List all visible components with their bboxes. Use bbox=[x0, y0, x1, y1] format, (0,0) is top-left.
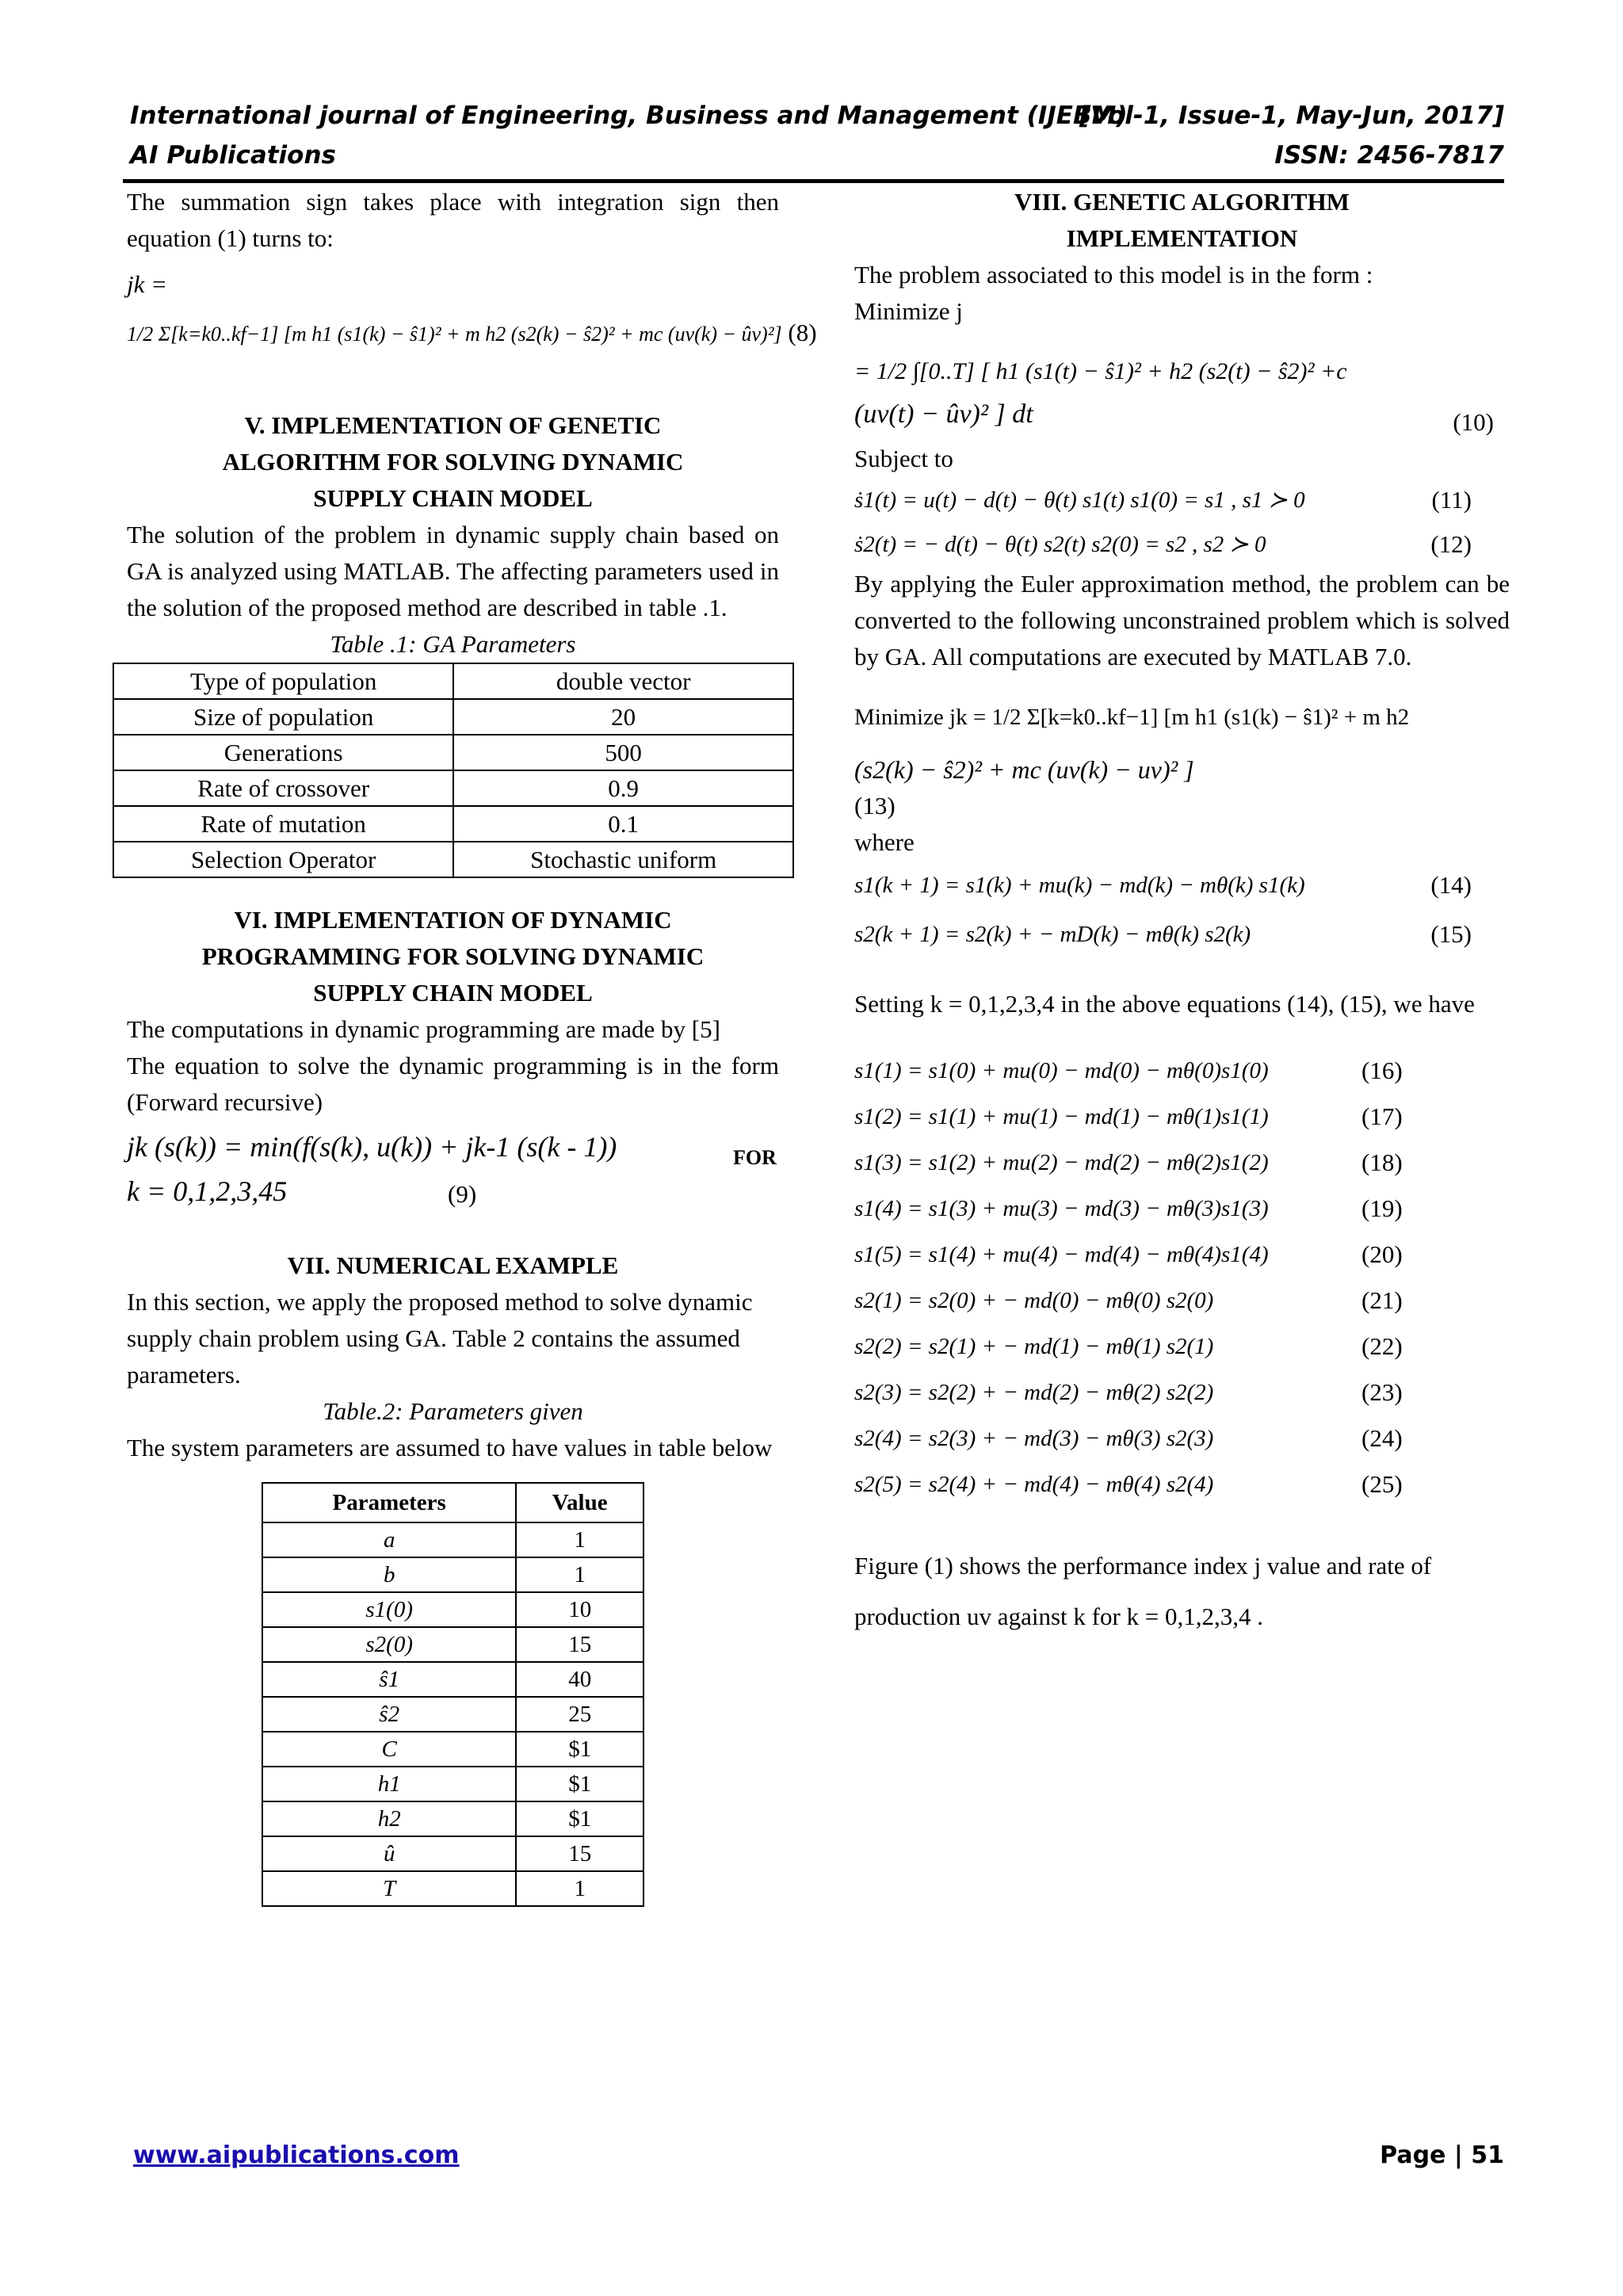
eq10-line2: (uv(t) − ûv)² ] dt bbox=[854, 399, 1033, 429]
equation-row bbox=[854, 1463, 1510, 1509]
eq15-number: (15) bbox=[1430, 920, 1472, 948]
parameter-symbol-cell: C bbox=[262, 1732, 516, 1767]
eq8-lhs: jk = bbox=[127, 270, 168, 298]
where-label: where bbox=[854, 828, 915, 856]
table-row bbox=[113, 770, 793, 806]
eq9-for: FOR bbox=[733, 1146, 777, 1169]
eq9-line1: jk (s(k)) = min(f(s(k), u(k)) + jk-1 (s(k - 1)) bbox=[127, 1131, 617, 1163]
parameter-name-cell: Type of population bbox=[113, 663, 453, 699]
parameter-name-cell: Selection Operator bbox=[113, 842, 453, 877]
section5-heading: V. IMPLEMENTATION OF GENETIC ALGORITHM FOR SOLVING DYNAMIC SUPPLY CHAIN MODEL bbox=[222, 411, 684, 512]
parameter-name-cell: Size of population bbox=[113, 699, 453, 735]
equation-number: (24) bbox=[1361, 1424, 1403, 1452]
equation-row bbox=[854, 1233, 1510, 1279]
parameter-symbol-cell: ŝ1 bbox=[262, 1662, 516, 1697]
table-row bbox=[113, 806, 793, 842]
eq11: ṡ1(t) = u(t) − d(t) − θ(t) s1(t) s1(0) = s1 , s1 ≻ 0 bbox=[854, 487, 1305, 513]
equation: s2(4) = s2(3) + − md(3) − mθ(3) s2(3) bbox=[854, 1426, 1214, 1451]
eq12: ṡ2(t) = − d(t) − θ(t) s2(t) s2(0) = s2 , s2 ≻ 0 bbox=[854, 532, 1266, 557]
parameter-name-cell: Rate of crossover bbox=[113, 770, 453, 806]
website-link[interactable]: www.aipublications.com bbox=[133, 2141, 460, 2169]
table-row bbox=[262, 1557, 643, 1592]
eq15: s2(k + 1) = s2(k) + − mD(k) − mθ(k) s2(k) bbox=[854, 922, 1251, 947]
eq8-body: 1/2 Σ[k=k0..kf−1] [m h1 (s1(k) − ŝ1)² + m h2 (s2(k) − ŝ2)² + mc (uv(k) − ûv)²] bbox=[127, 323, 782, 346]
section6-text2: The equation to solve the dynamic programming is in the form (Forward recursive) bbox=[127, 1052, 779, 1116]
equation-number: (23) bbox=[1361, 1378, 1403, 1406]
table1-caption: Table .1: GA Parameters bbox=[330, 630, 576, 658]
parameter-symbol-cell: s1(0) bbox=[262, 1592, 516, 1627]
equation-list bbox=[854, 1049, 1510, 1509]
eq12-row bbox=[854, 521, 1510, 566]
minimize-j: Minimize j bbox=[854, 297, 963, 325]
table-row bbox=[262, 1871, 643, 1906]
parameter-symbol-cell: s2(0) bbox=[262, 1627, 516, 1662]
equation-row bbox=[854, 1371, 1510, 1417]
table-row bbox=[262, 1697, 643, 1732]
equation-number: (16) bbox=[1361, 1056, 1403, 1084]
section6-heading: VI. IMPLEMENTATION OF DYNAMIC PROGRAMMING FOR SOLVING DYNAMIC SUPPLY CHAIN MODEL bbox=[201, 906, 705, 1007]
eq14-row bbox=[854, 861, 1510, 910]
equation-number: (25) bbox=[1361, 1470, 1403, 1498]
eq13-line2: (s2(k) − ŝ2)² + mc (uv(k) − uv)² ] bbox=[854, 755, 1194, 784]
equation: s1(2) = s1(1) + mu(1) − md(1) − mθ(1)s1(1) bbox=[854, 1104, 1269, 1129]
eq11-number: (11) bbox=[1431, 486, 1472, 514]
equation-row bbox=[854, 1325, 1510, 1371]
section7-text: In this section, we apply the proposed method to solve dynamic supply chain problem using GA. Table 2 contains the assumed parameters. bbox=[127, 1288, 753, 1389]
right-text2: By applying the Euler approximation method, the problem can be converted to the following unconstrained problem which is solved by GA. All computations are executed by MATLAB 7.0. bbox=[854, 570, 1510, 670]
table2-intro: The system parameters are assumed to have values in table below bbox=[127, 1434, 773, 1461]
ga-parameters-table bbox=[113, 663, 794, 878]
equation-row bbox=[854, 1141, 1510, 1187]
left-column bbox=[127, 184, 817, 1907]
journal-title: International journal of Engineering, Business and Management (IJEBM) bbox=[130, 101, 1128, 130]
equation-number: (17) bbox=[1361, 1102, 1403, 1130]
table-row bbox=[262, 1662, 643, 1697]
intro-text: The summation sign takes place with integration sign then equation (1) turns to: bbox=[127, 188, 779, 252]
equation-number: (19) bbox=[1361, 1194, 1403, 1222]
parameter-value-cell: $1 bbox=[516, 1767, 643, 1801]
parameter-value-cell: Stochastic uniform bbox=[453, 842, 793, 877]
equation-number: (20) bbox=[1361, 1240, 1403, 1268]
parameter-value-cell: double vector bbox=[453, 663, 793, 699]
parameter-symbol-cell: T bbox=[262, 1871, 516, 1906]
parameter-value-cell: 500 bbox=[453, 735, 793, 770]
parameter-value-cell: 1 bbox=[516, 1871, 643, 1906]
eq10-line2-row bbox=[854, 390, 1510, 441]
right-text4: Figure (1) shows the performance index j value and rate of production uv against k for k = 0,1,2,3,4 . bbox=[854, 1552, 1432, 1630]
table-row bbox=[262, 1627, 643, 1662]
equation: s1(3) = s1(2) + mu(2) − md(2) − mθ(2)s1(2) bbox=[854, 1150, 1269, 1175]
equation: s1(1) = s1(0) + mu(0) − md(0) − mθ(0)s1(0) bbox=[854, 1058, 1269, 1083]
eq8-number: (8) bbox=[788, 319, 817, 346]
eq8 bbox=[127, 309, 817, 385]
parameter-value-cell: 1 bbox=[516, 1522, 643, 1557]
eq11-row bbox=[854, 477, 1510, 521]
eq14: s1(k + 1) = s1(k) + mu(k) − md(k) − mθ(k) s1(k) bbox=[854, 873, 1305, 898]
parameter-symbol-cell: û bbox=[262, 1836, 516, 1871]
parameter-value-cell: 20 bbox=[453, 699, 793, 735]
table-row bbox=[262, 1592, 643, 1627]
right-text3: Setting k = 0,1,2,3,4 in the above equations (14), (15), we have bbox=[854, 990, 1475, 1018]
parameter-value-cell: 10 bbox=[516, 1592, 643, 1627]
parameters-table bbox=[262, 1482, 644, 1907]
equation: s1(4) = s1(3) + mu(3) − md(3) − mθ(3)s1(3) bbox=[854, 1196, 1269, 1221]
equation-row bbox=[854, 1095, 1510, 1141]
parameter-value-cell: 0.1 bbox=[453, 806, 793, 842]
parameter-value-cell: 15 bbox=[516, 1836, 643, 1871]
table-row bbox=[262, 1801, 643, 1836]
equation: s2(2) = s2(1) + − md(1) − mθ(1) s2(1) bbox=[854, 1334, 1214, 1359]
parameter-symbol-cell: a bbox=[262, 1522, 516, 1557]
table-row bbox=[113, 699, 793, 735]
parameter-value-cell: $1 bbox=[516, 1732, 643, 1767]
table-row bbox=[262, 1836, 643, 1871]
subject-to: Subject to bbox=[854, 445, 953, 472]
section6-text1: The computations in dynamic programming are made by [5] bbox=[127, 1015, 720, 1043]
issn: ISSN: 2456-7817 bbox=[1274, 141, 1504, 170]
eq13-line1: Minimize jk = 1/2 Σ[k=k0..kf−1] [m h1 (s1(k) − ŝ1)² + m h2 bbox=[854, 705, 1410, 730]
equation: s2(1) = s2(0) + − md(0) − mθ(0) s2(0) bbox=[854, 1288, 1214, 1313]
table2-caption: Table.2: Parameters given bbox=[323, 1397, 583, 1425]
equation: s2(5) = s2(4) + − md(4) − mθ(4) s2(4) bbox=[854, 1472, 1214, 1497]
publisher: AI Publications bbox=[130, 141, 337, 170]
table-row bbox=[262, 1522, 643, 1557]
eq14-number: (14) bbox=[1430, 871, 1472, 899]
parameter-value-cell: 0.9 bbox=[453, 770, 793, 806]
parameter-value-cell: 15 bbox=[516, 1627, 643, 1662]
page-number: Page | 51 bbox=[1380, 2141, 1504, 2169]
volume-info: [Vol-1, Issue-1, May-Jun, 2017] bbox=[1079, 101, 1504, 130]
equation-number: (18) bbox=[1361, 1148, 1403, 1176]
table-row bbox=[262, 1767, 643, 1801]
parameter-value-cell: 1 bbox=[516, 1557, 643, 1592]
equation-row bbox=[854, 1279, 1510, 1325]
parameter-symbol-cell: h2 bbox=[262, 1801, 516, 1836]
section8-heading: VIII. GENETIC ALGORITHM IMPLEMENTATION bbox=[1014, 188, 1350, 252]
eq15-row bbox=[854, 910, 1510, 959]
table-row bbox=[113, 663, 793, 699]
table2-header-param: Parameters bbox=[262, 1483, 516, 1522]
eq9-line2: k = 0,1,2,3,45 bbox=[127, 1175, 288, 1207]
parameter-value-cell: 40 bbox=[516, 1662, 643, 1697]
equation-number: (21) bbox=[1361, 1286, 1403, 1314]
table-row bbox=[113, 735, 793, 770]
parameter-name-cell: Rate of mutation bbox=[113, 806, 453, 842]
section7-heading: VII. NUMERICAL EXAMPLE bbox=[287, 1251, 619, 1279]
equation-row bbox=[854, 1417, 1510, 1463]
equation-row bbox=[854, 1187, 1510, 1233]
eq9 bbox=[127, 1121, 779, 1216]
parameter-value-cell: $1 bbox=[516, 1801, 643, 1836]
right-column bbox=[854, 184, 1510, 1642]
equation: s2(3) = s2(2) + − md(2) − mθ(2) s2(2) bbox=[854, 1380, 1214, 1405]
parameter-symbol-cell: ŝ2 bbox=[262, 1697, 516, 1732]
table-row bbox=[262, 1732, 643, 1767]
parameter-symbol-cell: h1 bbox=[262, 1767, 516, 1801]
parameter-name-cell: Generations bbox=[113, 735, 453, 770]
table2-header-value: Value bbox=[516, 1483, 643, 1522]
eq10-line1: = 1/2 ∫[0..T] [ h1 (s1(t) − ŝ1)² + h2 (s2(t) − ŝ2)² +c bbox=[854, 358, 1347, 384]
eq10-number: (10) bbox=[1453, 408, 1494, 436]
parameter-symbol-cell: b bbox=[262, 1557, 516, 1592]
right-text1: The problem associated to this model is in the form : bbox=[854, 261, 1373, 288]
table-row bbox=[113, 842, 793, 877]
header-rule bbox=[123, 179, 1504, 183]
parameter-value-cell: 25 bbox=[516, 1697, 643, 1732]
equation-row bbox=[854, 1049, 1510, 1095]
eq9-number: (9) bbox=[448, 1180, 477, 1208]
equation: s1(5) = s1(4) + mu(4) − md(4) − mθ(4)s1(4) bbox=[854, 1242, 1269, 1267]
eq12-number: (12) bbox=[1430, 530, 1472, 558]
equation-number: (22) bbox=[1361, 1332, 1403, 1360]
eq13-number: (13) bbox=[854, 792, 896, 819]
section5-text: The solution of the problem in dynamic supply chain based on GA is analyzed using MATLAB. The affecting parameters used in the solution of the proposed method are described in table .1. bbox=[127, 521, 779, 621]
